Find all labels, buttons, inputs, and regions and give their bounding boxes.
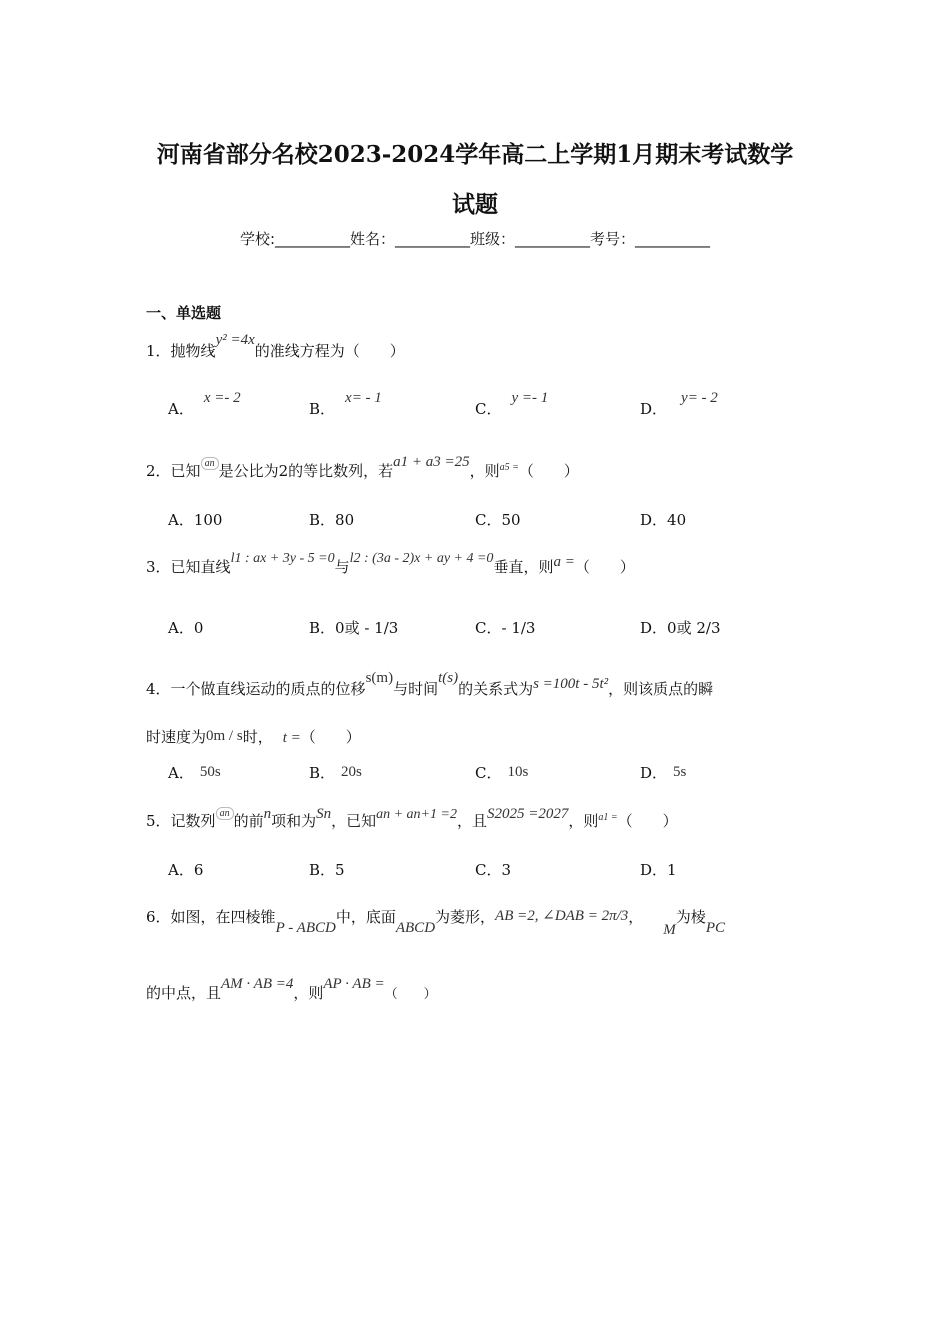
question-text: （ ） — [384, 987, 437, 1002]
school-label: 学校: — [239, 230, 275, 248]
formula: n — [263, 806, 272, 822]
question-text: 垂直，则 — [493, 558, 554, 576]
option-label: C． — [475, 400, 502, 418]
option-label: B． — [309, 764, 336, 782]
question-number: 3． — [146, 558, 171, 576]
option-value: 50 — [501, 511, 521, 529]
school-blank: __________ — [275, 230, 350, 248]
option-value: 20s — [341, 764, 362, 780]
question-text: 已知直线 — [170, 558, 231, 576]
number-label: 考号： — [590, 230, 636, 248]
question-text: 的前 — [233, 812, 264, 830]
option-c — [475, 390, 549, 419]
option-a — [168, 859, 203, 880]
option-label: C． — [475, 619, 502, 637]
option-label: D． — [640, 619, 668, 637]
formula: S2025 =2027 — [486, 806, 569, 822]
option-value: y =- 1 — [511, 390, 549, 406]
formula: P - ABCD — [275, 920, 336, 936]
formula: a1 = — [598, 812, 618, 823]
question-text: 时， — [242, 728, 273, 746]
option-value: 0或 - 1/3 — [335, 619, 399, 637]
formula: AB =2, ∠DAB = 2π/3 — [495, 908, 629, 924]
question-4 — [146, 670, 714, 699]
question-4-continued — [146, 726, 361, 747]
section-heading: 一、单选题 — [146, 304, 222, 322]
formula: 0m / s — [206, 728, 243, 744]
question-1 — [146, 332, 405, 361]
question-number: 4． — [146, 680, 171, 698]
option-value: 10s — [507, 764, 529, 780]
formula: s =100t - 5t² — [533, 676, 609, 692]
formula: ABCD — [395, 920, 436, 936]
question-text: 的准线方程为（ ） — [254, 342, 405, 360]
formula: AM · AB =4 — [221, 976, 294, 992]
formula: an — [201, 457, 219, 470]
question-text: 记数列 — [170, 812, 216, 830]
question-text: ，且 — [456, 812, 487, 830]
question-text: 与时间 — [393, 680, 439, 698]
question-text: 一个做直线运动的质点的位移 — [170, 680, 366, 698]
option-value: 80 — [335, 511, 355, 529]
formula: an + an+1 =2 — [376, 807, 457, 822]
formula: Sn — [316, 806, 332, 822]
question-number: 6． — [146, 908, 171, 926]
formula: s(m) — [365, 670, 394, 686]
option-a — [168, 390, 241, 419]
option-value: 3 — [501, 861, 512, 879]
question-text: ，则 — [568, 812, 599, 830]
option-b — [309, 509, 354, 530]
question-text: ，则该质点的瞬 — [608, 680, 714, 698]
option-label: A． — [168, 511, 194, 529]
option-label: A． — [168, 861, 194, 879]
formula: PC — [705, 920, 725, 936]
question-text: 已知 — [170, 462, 201, 480]
question-6 — [146, 906, 725, 938]
question-6-continued — [146, 976, 437, 1003]
option-label: B． — [309, 400, 336, 418]
question-text: （ ） — [574, 558, 635, 576]
question-text: ，则 — [469, 462, 500, 480]
option-label: D． — [640, 511, 668, 529]
student-info-line — [0, 228, 950, 249]
option-value: 6 — [193, 861, 204, 879]
option-label: A． — [168, 400, 194, 418]
question-text: 中，底面 — [335, 908, 396, 926]
question-text: 的中点，且 — [146, 984, 222, 1002]
option-value: 1 — [667, 861, 677, 879]
name-blank: __________ — [395, 230, 471, 248]
page-title-continued: 试题 — [452, 191, 498, 218]
option-label: D． — [640, 861, 668, 879]
formula: an — [216, 807, 234, 820]
option-a — [168, 509, 222, 530]
question-2 — [146, 454, 579, 481]
question-text: （ ） — [300, 728, 361, 746]
option-value: 40 — [667, 511, 687, 529]
option-a — [168, 762, 221, 783]
question-text: 为棱 — [675, 908, 706, 926]
option-value: 5s — [673, 764, 687, 780]
option-c — [475, 762, 528, 783]
option-value: 100 — [193, 511, 223, 529]
formula: M — [663, 922, 676, 938]
option-value: 0 — [193, 619, 204, 637]
formula: l1 : ax + 3y - 5 =0 — [230, 551, 335, 566]
option-a — [168, 617, 203, 638]
name-label: 姓名： — [350, 230, 396, 248]
option-c — [475, 617, 535, 638]
formula: a = — [553, 554, 575, 570]
option-b — [309, 390, 382, 419]
option-label: A． — [168, 619, 194, 637]
class-blank: __________ — [515, 230, 591, 248]
option-label: C． — [475, 511, 502, 529]
formula: y² =4x — [215, 332, 255, 348]
option-label: B． — [309, 861, 336, 879]
question-text: 时速度为 — [146, 728, 207, 746]
option-label: C． — [475, 764, 502, 782]
question-text: 为菱形， — [435, 908, 496, 926]
option-value: 5 — [335, 861, 345, 879]
question-text: 的关系式为 — [458, 680, 534, 698]
option-value: 50s — [199, 764, 221, 780]
question-text: 是公比为2的等比数列，若 — [218, 462, 394, 480]
option-b — [309, 762, 362, 783]
option-value: y= - 2 — [681, 390, 718, 406]
question-text: ， — [628, 908, 644, 926]
option-d — [640, 762, 686, 783]
option-d — [640, 390, 718, 419]
question-5 — [146, 806, 678, 831]
question-3 — [146, 551, 635, 577]
question-number: 2． — [146, 462, 171, 480]
formula: AP · AB = — [323, 976, 385, 992]
option-d — [640, 617, 720, 638]
question-number: 1． — [146, 342, 171, 360]
question-text: （ ） — [518, 462, 579, 480]
option-label: D． — [640, 764, 668, 782]
option-b — [309, 859, 345, 880]
formula: t(s) — [438, 670, 459, 686]
formula: t = — [282, 730, 301, 746]
page-title: 河南省部分名校2023-2024学年高二上学期1月期末考试数学 — [156, 141, 794, 168]
question-text: 与 — [334, 558, 350, 576]
class-label: 班级： — [470, 230, 516, 248]
option-label: C． — [475, 861, 502, 879]
option-d — [640, 859, 677, 880]
question-text: 如图，在四棱锥 — [170, 908, 276, 926]
option-label: B． — [309, 511, 336, 529]
question-text: 项和为 — [271, 812, 317, 830]
number-blank: __________ — [635, 230, 711, 248]
option-value: x =- 2 — [203, 390, 241, 406]
question-number: 5． — [146, 812, 171, 830]
option-c — [475, 859, 511, 880]
formula: l2 : (3a - 2)x + ay + 4 =0 — [349, 551, 494, 566]
question-text: ，则 — [293, 984, 324, 1002]
question-text: ，已知 — [331, 812, 377, 830]
option-value: x= - 1 — [345, 390, 382, 406]
question-text: 抛物线 — [170, 342, 216, 360]
option-value: 0或 2/3 — [667, 619, 721, 637]
option-label: D． — [640, 400, 668, 418]
option-value: - 1/3 — [501, 619, 536, 637]
question-text: （ ） — [617, 812, 678, 830]
option-c — [475, 509, 521, 530]
formula: a1 + a3 =25 — [393, 454, 470, 470]
option-b — [309, 617, 398, 638]
option-label: B． — [309, 619, 336, 637]
formula: a5 = — [499, 462, 519, 473]
option-d — [640, 509, 686, 530]
option-label: A． — [168, 764, 194, 782]
